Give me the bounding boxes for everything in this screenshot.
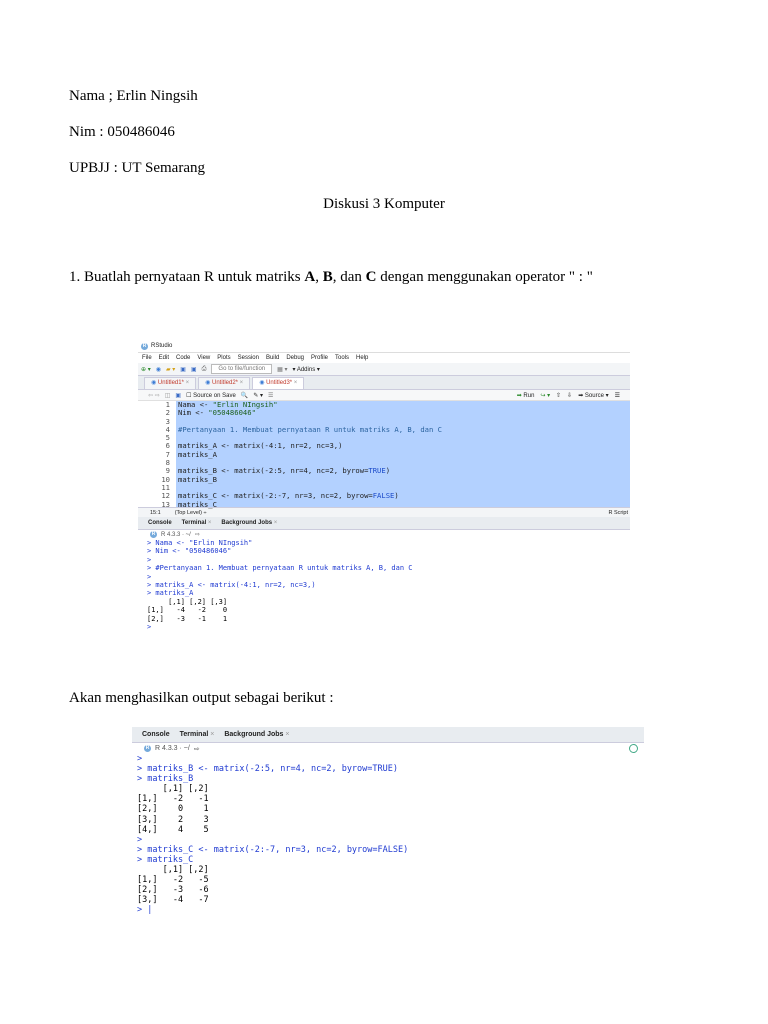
run-label: Run [523,392,535,399]
code-line[interactable]: Nim <- "050486046" [178,408,256,418]
close-icon[interactable]: × [272,520,278,526]
addins-button[interactable]: ▾ Addins ▾ [292,366,320,373]
new-file-icon[interactable]: ⊕ ▾ [141,366,151,373]
line-number: 2 [165,408,170,418]
down-icon[interactable]: ⇩ [567,392,573,399]
console-line: > matriks_C [137,854,194,865]
wand-icon[interactable]: ✎ ▾ [253,392,264,399]
rstudio-logo-icon: R [142,342,147,349]
close-icon[interactable]: × [283,731,290,738]
console-line: [1,] -2 -5 [137,875,209,886]
menu-help[interactable]: Help [356,355,369,361]
matrix-c-label: C [365,269,377,285]
line-number: 3 [165,416,170,426]
console-tab-terminal[interactable] [182,520,212,526]
save-icon[interactable]: ▣ [180,366,186,373]
console-line: [1,] -4 -2 0 [147,606,228,615]
line-number: 7 [165,449,170,459]
console-line: > matriks_A [147,589,194,598]
run-button[interactable]: ➡ Run [516,392,535,399]
console-line: > matriks_B [137,774,194,785]
console-line: > Nim <- "050486046" [147,547,232,556]
output-intro: Akan menghasilkan output sebagai berikut : [69,690,334,706]
console-tab-label: Background Jobs [224,731,284,738]
tab-untitled3[interactable] [252,377,304,389]
open-project-icon[interactable]: ◉ [155,366,161,373]
goto-file-input[interactable]: Go to file/function [211,364,272,374]
scope-indicator[interactable]: (Top Level) ÷ [174,509,207,516]
console-line: > [147,622,152,631]
line-number: 6 [165,441,170,451]
console-path [138,530,630,539]
console-tab-label: Console [142,731,170,738]
close-icon[interactable]: × [238,380,244,386]
console-line: > matriks_B <- matrix(-2:5, nr=4, nc=2, byrow=TRUE) [137,764,398,775]
console-line: [2,] -3 -1 1 [147,614,228,623]
rerun-icon[interactable]: ↪ ▾ [540,392,551,399]
r-file-icon: ◉ [259,380,267,386]
code-line[interactable]: matriks_C <- matrix(-2:-7, nr=3, nc=2, byrow=FALSE) [178,491,399,501]
console-line: > | [137,905,153,916]
tab-untitled2[interactable] [198,377,250,389]
search-icon[interactable]: 🔍 [240,392,249,399]
question-sep1: , [315,269,323,285]
question-1 [69,269,593,286]
console-line: > Nama <- "Erlin NIngsih" [147,539,253,547]
list-icon[interactable]: ☰ [268,392,274,399]
console-tab-background-jobs[interactable] [224,731,289,738]
console-screenshot [132,727,644,919]
cursor-position: 15:1 [150,509,161,516]
line-number-gutter [138,401,176,507]
console-tab-label: Terminal [179,731,209,738]
tab-label: Untitled3* [266,380,293,386]
console-line: > [137,754,143,764]
matrix-a-label: A [304,269,316,285]
console-line: > matriks_C <- matrix(-2:-7, nr=3, nc=2, byrow=FALSE) [137,844,409,855]
line-number: 5 [165,433,170,443]
menu-file[interactable]: File [142,355,152,361]
console-line: [3,] -4 -7 [137,895,209,906]
question-sep2: , dan [332,269,366,285]
console-tab-label: Console [148,520,172,526]
tab-untitled1[interactable] [144,377,196,389]
line-number: 1 [165,400,170,409]
outline-icon[interactable]: ☰ [614,392,620,399]
addins-label: Addins [296,366,316,373]
close-icon[interactable]: × [183,380,190,386]
console-tab-terminal[interactable] [180,731,215,738]
menu-code[interactable]: Code [176,355,191,361]
back-icon[interactable]: ⇦ ⇨ [148,392,160,399]
clear-console-icon[interactable] [629,744,638,753]
close-icon[interactable]: × [208,731,215,738]
code-line[interactable]: #Pertanyaan 1. Membuat pernyataan R untuk matriks A, B, dan C [178,424,442,434]
close-icon[interactable]: × [292,380,298,386]
rstudio-screenshot [138,340,630,636]
line-number: 12 [161,491,170,501]
console-tabs-2 [132,727,644,743]
console-output[interactable] [138,539,630,631]
console-path-2 [132,743,644,754]
open-file-icon[interactable]: ▰ ▾ [165,366,176,373]
save-file-icon[interactable]: ▣ [175,392,182,399]
page-title: Diskusi 3 Komputer [323,196,445,212]
print-icon[interactable]: ⎙ [201,365,207,372]
app-title: RStudio [151,343,173,349]
console-tab-background-jobs[interactable] [221,520,277,526]
line-number: 13 [161,499,170,509]
source-on-save-label: Source on Save [193,392,236,399]
close-icon[interactable]: × [206,520,212,526]
r-file-icon: ◉ [205,380,212,386]
source-on-save-checkbox[interactable]: ☐ Source on Save [186,392,236,399]
menu-edit[interactable]: Edit [158,355,170,361]
console-tab-console[interactable] [148,520,172,526]
tab-label: Untitled1* [157,380,184,386]
menu-tools[interactable]: Tools [335,355,350,361]
code-line[interactable]: matriks_C [178,499,217,509]
console-line: [2,] 0 1 [137,804,209,815]
tab-label: Untitled2* [212,380,239,386]
editor-tabs [138,376,630,390]
console-line: > [137,834,143,845]
menu-session[interactable]: Session [237,355,259,361]
console-line: [,1] [,2] [137,865,209,876]
code-line[interactable]: matriks_A [178,449,217,459]
console-line: > [147,572,152,581]
r-file-icon: ◉ [151,380,158,386]
menu-bar [138,353,630,363]
console-line: [2,] -3 -6 [137,885,209,896]
matrix-b-label: B [322,269,333,285]
line-number: 8 [165,458,170,468]
nama-line: Nama ; Erlin Ningsih [69,88,198,104]
goto-dir-icon[interactable]: ⇨ [194,532,200,538]
question-suffix: dengan menggunakan operator " : " [376,269,593,285]
r-logo-icon-2: R [145,745,150,751]
console-line: [3,] 2 3 [137,814,209,825]
question-prefix: 1. Buatlah pernyataan R untuk matriks [69,269,305,285]
code-line[interactable]: Nama <- "Erlin NIngsih" [178,400,278,409]
line-number: 9 [165,466,170,476]
nim-line: Nim : 050486046 [69,124,175,140]
upbjj-line: UPBJJ : UT Semarang [69,160,205,176]
menu-plots[interactable]: Plots [217,355,231,361]
console-line: [1,] -2 -1 [137,794,209,805]
show-in-window-icon[interactable]: ◫ [164,392,171,399]
console-line: [,1] [,2] [137,784,209,795]
menu-profile[interactable]: Profile [311,355,329,361]
console-tab-label: Background Jobs [221,520,273,526]
console-tabs [138,517,630,530]
menu-view[interactable]: View [197,355,211,361]
console-line: > #Pertanyaan 1. Membuat pernyataan R untuk matriks A, B, dan C [147,564,413,573]
save-all-icon[interactable]: ▣ [190,366,197,373]
up-icon[interactable]: ⇧ [556,392,562,399]
source-label: Source [584,392,604,399]
menu-build[interactable]: Build [265,355,280,361]
source-button[interactable]: ➡ Source ▾ [578,392,609,399]
code-line[interactable]: matriks_A <- matrix(-4:1, nr=2, nc=3,) [178,441,343,451]
goto-dir-icon-2[interactable]: ⇨ [193,745,200,753]
line-number: 4 [165,424,170,434]
console-tab-label: Terminal [181,520,207,526]
console-line: [4,] 4 5 [137,824,209,835]
rstudio-titlebar [138,340,630,353]
menu-debug[interactable]: Debug [286,355,304,361]
code-editor[interactable] [138,401,630,507]
line-number: 10 [161,474,170,484]
console-tab-console[interactable] [142,731,170,738]
r-logo-icon: R [151,531,156,537]
code-line[interactable]: matriks_B <- matrix(-2:5, nr=4, nc=2, byrow=TRUE) [178,466,391,476]
code-area[interactable] [176,401,630,507]
code-line[interactable]: matriks_B [178,474,217,484]
console-line: > matriks_A <- matrix(-4:1, nr=2, nc=3,) [147,580,316,589]
r-version-2: R 4.3.3 · ~/ [155,745,190,752]
r-version: R 4.3.3 · ~/ [161,531,191,538]
main-toolbar [138,363,630,376]
line-number: 11 [161,482,170,492]
console-output-2[interactable] [132,754,644,916]
grid-icon[interactable]: ▦ ▾ [277,366,288,373]
console-line: > [147,555,152,564]
script-type[interactable]: R Script [608,509,628,516]
console-line: [,1] [,2] [,3] [147,597,228,606]
